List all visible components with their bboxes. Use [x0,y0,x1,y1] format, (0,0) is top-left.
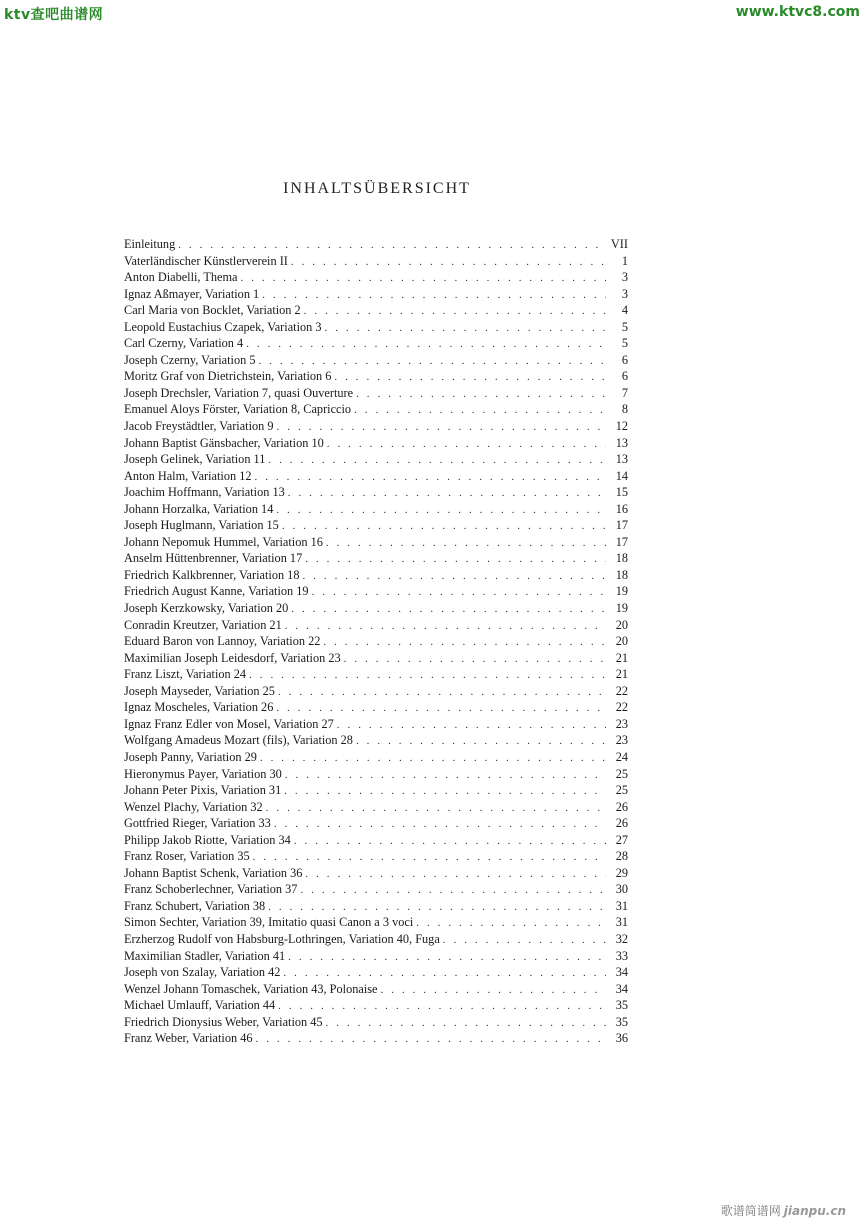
toc-entry [124,666,628,683]
toc-entry-title: Joseph Czerny, Variation 5 [124,352,256,367]
toc-entry [124,600,628,617]
toc-entry [124,782,628,799]
toc-entry-page: 36 [615,1031,628,1046]
toc-entry-page: 3 [621,286,628,301]
toc-entry [124,468,628,485]
dot-leader [246,336,606,352]
toc-entry-page: 19 [615,601,628,616]
dot-leader [380,982,606,998]
dot-leader [255,469,606,485]
toc-entry-page: 22 [615,700,628,715]
toc-entry-title: Emanuel Aloys Förster, Variation 8, Capriccio [124,402,352,417]
toc-entry-title: Hieronymus Payer, Variation 30 [124,766,282,781]
toc-entry-title: Friedrich August Kanne, Variation 19 [124,584,309,599]
toc-entry [124,352,628,369]
toc-entry-page: 30 [615,882,628,897]
toc-entry [124,931,628,948]
dot-leader [305,551,606,567]
toc-entry-title: Anselm Hüttenbrenner, Variation 17 [124,551,303,566]
toc-entry-title: Wolfgang Amadeus Mozart (fils), Variation 28 [124,733,353,748]
toc-entry-title: Johann Horzalka, Variation 14 [124,501,274,516]
toc-entry [124,650,628,667]
toc-entry [124,716,628,733]
dot-leader [326,1015,606,1031]
toc-entry-page: 20 [615,634,628,649]
toc-entry [124,865,628,882]
toc-entry-title: Erzherzog Rudolf von Habsburg-Lothringen, Variation 40, Fuga [124,931,440,946]
toc-entry-page: 18 [615,567,628,582]
toc-entry-title: Gottfried Rieger, Variation 33 [124,816,271,831]
watermark-bottom-text: 歌谱简谱网 [720,1204,781,1218]
toc-entry-page: 16 [615,501,628,516]
toc-entry-page: 32 [615,931,628,946]
toc-entry [124,534,628,551]
watermark-top-right: www.ktvc8.com [735,4,860,20]
dot-leader [294,833,606,849]
toc-entry-title: Conradin Kreutzer, Variation 21 [124,617,282,632]
dot-leader [288,485,606,501]
toc-entry-page: 5 [621,336,628,351]
toc-entry-title: Ignaz Moscheles, Variation 26 [124,700,274,715]
toc-entry-title: Joseph von Szalay, Variation 42 [124,965,281,980]
dot-leader [285,767,606,783]
toc-entry [124,617,628,634]
toc-entry-title: Michael Umlauff, Variation 44 [124,998,276,1013]
toc-entry-page: 17 [615,534,628,549]
toc-entry [124,766,628,783]
toc-entry-title: Philipp Jakob Riotte, Variation 34 [124,832,291,847]
dot-leader [277,419,606,435]
toc-entry-page: 21 [615,667,628,682]
dot-leader [304,303,606,319]
dot-leader [356,733,606,749]
toc-entry-title: Friedrich Kalkbrenner, Variation 18 [124,567,300,582]
toc-entry-page: 34 [615,965,628,980]
toc-entry-title: Leopold Eustachius Czapek, Variation 3 [124,319,322,334]
toc-entry-title: Joseph Kerzkowsky, Variation 20 [124,601,289,616]
toc-entry [124,898,628,915]
dot-leader [300,882,606,898]
dot-leader [284,783,606,799]
toc-entry-title: Joseph Mayseder, Variation 25 [124,683,275,698]
dot-leader [253,849,606,865]
toc-entry-title: Vaterländischer Künstlerverein II [124,253,288,268]
toc-entry-page: VII [610,237,628,251]
toc-entry-title: Einleitung [124,237,176,251]
toc-entry [124,832,628,849]
toc-entry-page: 13 [615,452,628,467]
toc-entry [124,1030,628,1047]
toc-entry [124,550,628,567]
toc-entry-title: Carl Czerny, Variation 4 [124,336,244,351]
toc-entry [124,236,628,253]
toc-entry [124,269,628,286]
dot-leader [337,717,606,733]
toc-entry [124,699,628,716]
toc-entry-title: Friedrich Dionysius Weber, Variation 45 [124,1014,323,1029]
toc-entry-page: 13 [615,435,628,450]
dot-leader [276,502,606,518]
dot-leader [285,618,606,634]
toc-entry [124,253,628,270]
toc-entry [124,517,628,534]
toc-entry [124,815,628,832]
toc-entry-page: 35 [615,1014,628,1029]
toc-entry-title: Carl Maria von Bocklet, Variation 2 [124,303,301,318]
dot-leader [344,651,606,667]
toc-entry [124,749,628,766]
dot-leader [283,965,606,981]
watermark-bottom [721,1202,846,1219]
toc-entry-page: 6 [621,369,628,384]
toc-entry-title: Ignaz Aßmayer, Variation 1 [124,286,260,301]
toc-entry [124,799,628,816]
toc-entry-title: Moritz Graf von Dietrichstein, Variation 6 [124,369,332,384]
dot-leader [288,949,606,965]
toc-entry-page: 23 [615,733,628,748]
toc-entry [124,567,628,584]
toc-entry [124,451,628,468]
toc-entry-page: 12 [615,419,628,434]
toc-entry-title: Johann Peter Pixis, Variation 31 [124,783,282,798]
toc-entry-title: Joachim Hoffmann, Variation 13 [124,485,285,500]
toc-entry-title: Joseph Drechsler, Variation 7, quasi Ouverture [124,385,354,400]
toc-entry [124,484,628,501]
toc-entry-page: 31 [615,898,628,913]
dot-leader [291,601,606,617]
toc-entry-page: 3 [621,270,628,285]
toc-entry-page: 27 [615,832,628,847]
toc-entry-page: 6 [621,352,628,367]
dot-leader [323,634,606,650]
toc-entry-title: Joseph Gelinek, Variation 11 [124,452,266,467]
toc-entry-page: 1 [621,253,628,268]
page-title: INHALTSÜBERSICHT [283,180,471,197]
toc-entry-page: 4 [621,303,628,318]
toc-entry-title: Franz Schoberlechner, Variation 37 [124,882,298,897]
dot-leader [178,237,606,253]
dot-leader [326,535,606,551]
dot-leader [258,353,606,369]
toc-entry-title: Franz Liszt, Variation 24 [124,667,247,682]
dot-leader [282,518,606,534]
toc-entry-page: 17 [615,518,628,533]
table-of-contents [124,236,628,1047]
toc-entry-page: 15 [615,485,628,500]
toc-entry [124,981,628,998]
toc-entry [124,732,628,749]
toc-entry-page: 25 [615,766,628,781]
dot-leader [325,320,606,336]
toc-entry [124,501,628,518]
dot-leader [262,287,606,303]
toc-entry [124,319,628,336]
toc-entry [124,335,628,352]
toc-entry [124,914,628,931]
dot-leader [416,915,606,931]
toc-entry [124,1014,628,1031]
dot-leader [356,386,606,402]
dot-leader [278,998,606,1014]
toc-entry-page: 18 [615,551,628,566]
dot-leader [249,667,606,683]
toc-entry-title: Joseph Huglmann, Variation 15 [124,518,279,533]
toc-entry-page: 21 [615,650,628,665]
dot-leader [268,899,606,915]
dot-leader [291,254,606,270]
toc-entry-title: Ignaz Franz Edler von Mosel, Variation 27 [124,716,334,731]
toc-entry [124,583,628,600]
toc-entry [124,964,628,981]
toc-entry [124,435,628,452]
toc-entry-page: 19 [615,584,628,599]
toc-entry-title: Simon Sechter, Variation 39, Imitatio quasi Canon a 3 voci [124,915,414,930]
toc-entry-page: 20 [615,617,628,632]
dot-leader [274,816,606,832]
toc-entry-page: 28 [615,849,628,864]
dot-leader [276,700,606,716]
toc-entry-page: 14 [615,468,628,483]
toc-entry [124,683,628,700]
toc-entry-page: 26 [615,799,628,814]
toc-entry [124,302,628,319]
toc-entry-title: Johann Baptist Gänsbacher, Variation 10 [124,435,324,450]
toc-entry-page: 26 [615,816,628,831]
toc-entry [124,948,628,965]
toc-entry-page: 8 [621,402,628,417]
toc-entry-title: Maximilian Stadler, Variation 41 [124,948,286,963]
toc-entry-title: Johann Nepomuk Hummel, Variation 16 [124,534,323,549]
toc-entry-title: Franz Roser, Variation 35 [124,849,250,864]
toc-entry [124,633,628,650]
toc-entry [124,848,628,865]
dot-leader [256,1031,606,1047]
toc-entry-title: Maximilian Joseph Leidesdorf, Variation 23 [124,650,341,665]
toc-entry-title: Franz Schubert, Variation 38 [124,898,266,913]
toc-entry-page: 5 [621,319,628,334]
dot-leader [305,866,606,882]
dot-leader [302,568,606,584]
toc-entry-page: 31 [615,915,628,930]
toc-entry-title: Franz Weber, Variation 46 [124,1031,253,1046]
toc-entry-page: 7 [621,385,628,400]
dot-leader [266,800,606,816]
toc-entry [124,368,628,385]
toc-entry-page: 35 [615,998,628,1013]
dot-leader [268,452,606,468]
toc-entry-title: Johann Baptist Schenk, Variation 36 [124,865,303,880]
toc-entry [124,401,628,418]
toc-entry [124,881,628,898]
toc-entry [124,385,628,402]
dot-leader [443,932,606,948]
toc-entry-page: 29 [615,865,628,880]
toc-entry [124,286,628,303]
toc-entry-title: Anton Halm, Variation 12 [124,468,252,483]
toc-entry-page: 23 [615,716,628,731]
toc-entry-page: 34 [615,981,628,996]
toc-entry-title: Jacob Freystädtler, Variation 9 [124,419,274,434]
dot-leader [354,402,606,418]
toc-entry-page: 24 [615,749,628,764]
dot-leader [312,584,606,600]
toc-entry-title: Eduard Baron von Lannoy, Variation 22 [124,634,321,649]
watermark-top-left: ktv查吧曲谱网 [4,7,104,23]
dot-leader [278,684,606,700]
dot-leader [334,369,606,385]
watermark-bottom-url: jianpu.cn [783,1204,846,1218]
dot-leader [241,270,607,286]
toc-entry-title: Anton Diabelli, Thema [124,270,238,285]
toc-entry-title: Joseph Panny, Variation 29 [124,749,257,764]
toc-entry-page: 22 [615,683,628,698]
toc-entry-page: 25 [615,783,628,798]
toc-entry-title: Wenzel Plachy, Variation 32 [124,799,263,814]
toc-entry-title: Wenzel Johann Tomaschek, Variation 43, Polonaise [124,981,378,996]
dot-leader [327,436,606,452]
toc-entry [124,997,628,1014]
dot-leader [260,750,606,766]
toc-entry-page: 33 [615,948,628,963]
toc-entry [124,418,628,435]
